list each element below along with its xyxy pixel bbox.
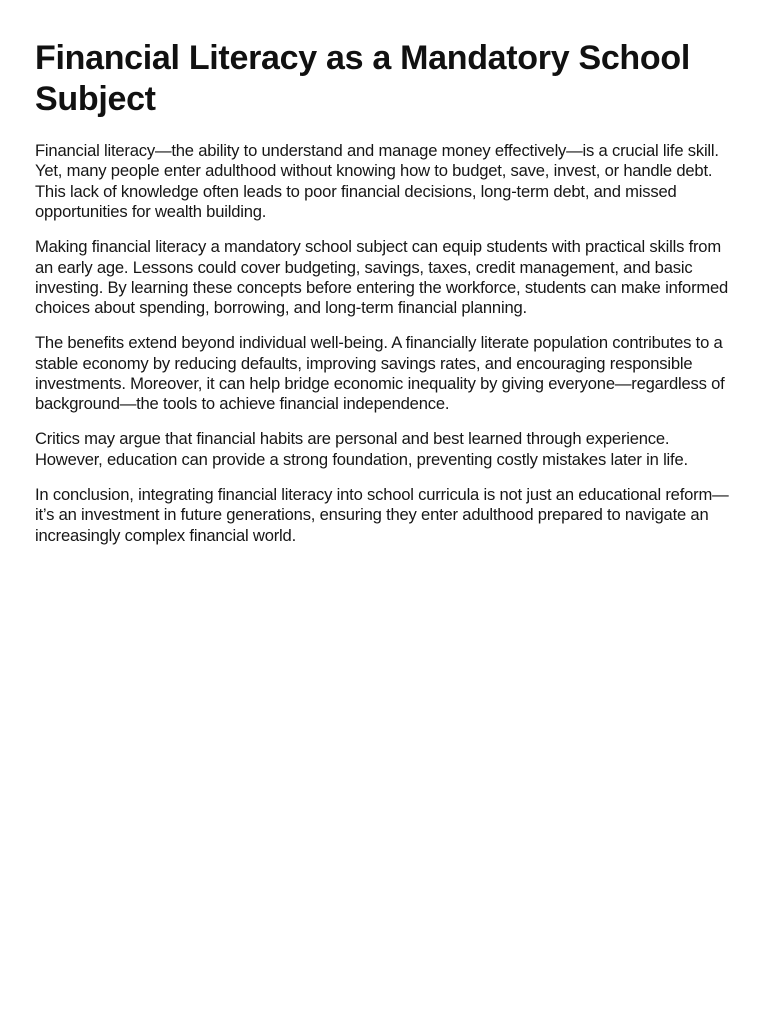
paragraph-critics: Critics may argue that financial habits are personal and best learned through experience. However, education can provide a strong foundation, preventing costly mistakes later in life. (35, 429, 688, 469)
paragraph-mandatory-subject: Making financial literacy a mandatory school subject can equip students with practical skills from an early age. Lessons could cover budgeting, savings, taxes, credit management, and basic investing. By learning these concepts before entering the workforce, students can make informed choices about spending, borrowing, and long-term financial planning. (35, 237, 729, 318)
paragraph-intro: Financial literacy—the ability to understand and manage money effectively—is a crucial life skill. Yet, many people enter adulthood without knowing how to budget, save, invest, or handle debt. This lack of knowledge often leads to poor financial decisions, long-term debt, and missed opportunities for wealth building. (35, 141, 719, 222)
document-page (35, 38, 735, 560)
document-title: Financial Literacy as a Mandatory School Subject (35, 39, 690, 118)
paragraph-conclusion: In conclusion, integrating financial literacy into school curricula is not just an educational reform—it’s an investment in future generations, ensuring they enter adulthood prepared to navigate an increasingly complex financial world. (35, 484, 729, 545)
paragraph-benefits: The benefits extend beyond individual well-being. A financially literate population contributes to a stable economy by reducing defaults, improving savings rates, and encouraging responsible investments. Moreover, it can help bridge economic inequality by giving everyone—regardless of background—the tools to achieve financial independence. (35, 333, 725, 414)
